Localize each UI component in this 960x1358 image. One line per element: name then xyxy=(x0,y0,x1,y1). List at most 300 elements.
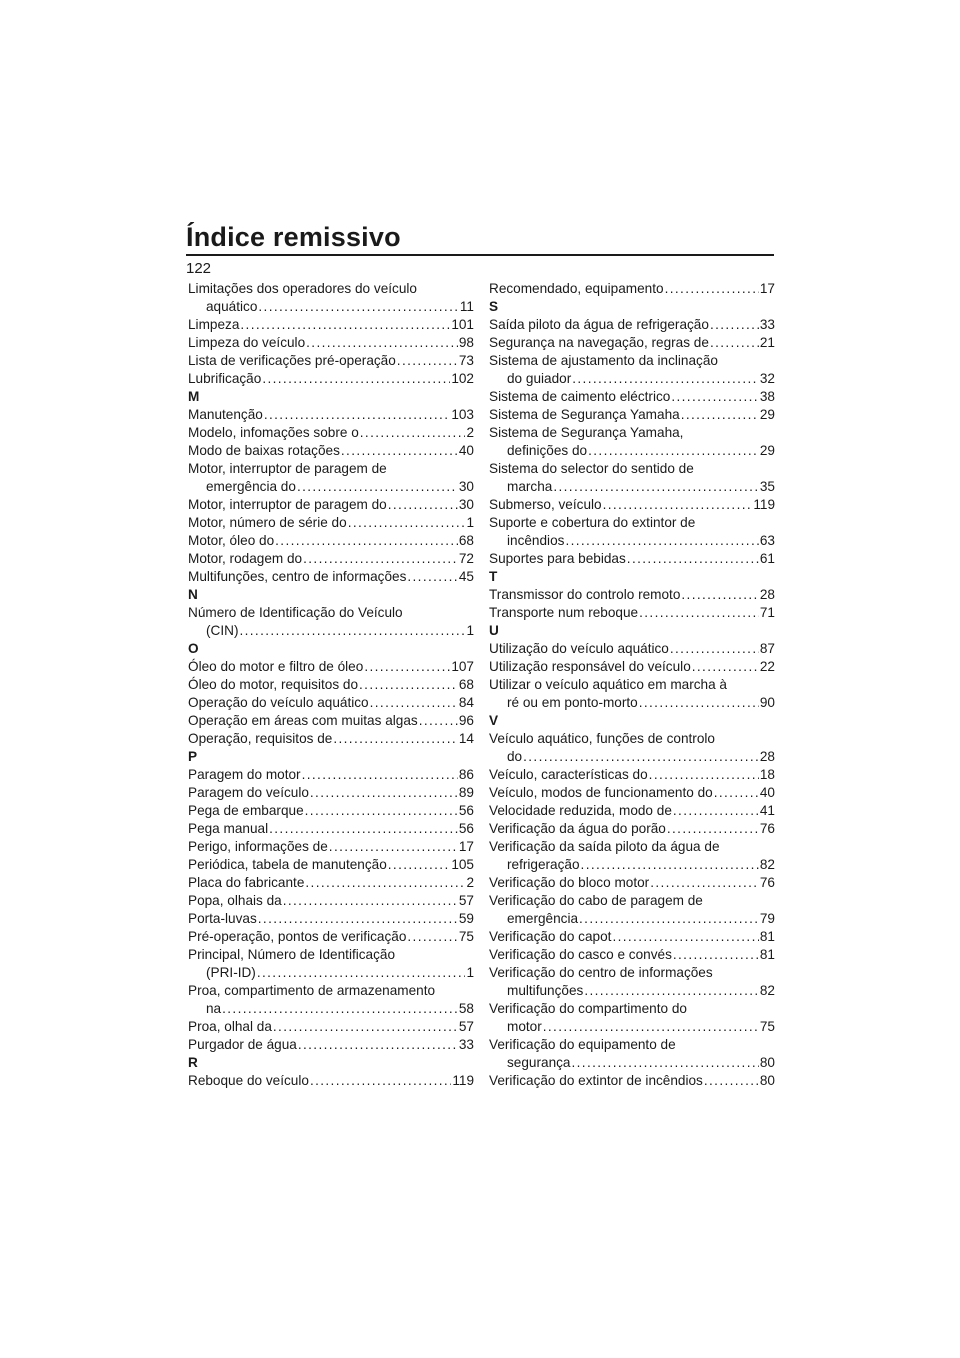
dot-leader xyxy=(360,424,466,442)
index-entry-line xyxy=(489,1018,775,1036)
index-entry-page: 103 xyxy=(451,407,474,422)
index-entry-page: 30 xyxy=(458,479,474,494)
index-entry xyxy=(188,370,474,388)
index-entry-text: Velocidade reduzida, modo de xyxy=(489,803,672,818)
index-entry xyxy=(188,874,474,892)
index-entry-text: emergência do xyxy=(206,479,296,494)
index-entry-page: 102 xyxy=(451,371,474,386)
index-entry xyxy=(489,964,775,1000)
index-entry-line xyxy=(188,622,474,640)
dot-leader xyxy=(581,856,759,874)
index-entry-text: do xyxy=(507,749,523,764)
dot-leader xyxy=(665,280,759,298)
index-entry-line xyxy=(188,532,474,550)
index-entry-page: 68 xyxy=(458,533,474,548)
index-entry-line xyxy=(489,982,775,1000)
index-entry-line xyxy=(188,730,474,748)
index-entry-text: Sistema de ajustamento da inclinação xyxy=(489,353,718,368)
index-entry-line xyxy=(188,370,474,388)
index-entry-page: 105 xyxy=(451,857,474,872)
index-entry-page: 56 xyxy=(458,803,474,818)
index-entry xyxy=(489,640,775,658)
dot-leader xyxy=(588,442,759,460)
index-entry xyxy=(489,784,775,802)
index-column-left xyxy=(188,280,474,1090)
index-entry xyxy=(188,604,474,640)
index-entry xyxy=(188,1036,474,1054)
index-entry-text: na xyxy=(206,1001,222,1016)
index-entry-page: 35 xyxy=(759,479,775,494)
dot-leader xyxy=(310,784,458,802)
index-letter-heading: P xyxy=(188,749,198,764)
index-entry-page: 41 xyxy=(759,803,775,818)
dot-leader xyxy=(584,982,759,1000)
index-entry xyxy=(188,352,474,370)
index-entry-line xyxy=(489,550,775,568)
index-entry-page: 89 xyxy=(458,785,474,800)
index-entry-text: Limpeza xyxy=(188,317,240,332)
index-letter-heading: T xyxy=(489,569,498,584)
index-entry xyxy=(188,820,474,838)
index-entry xyxy=(489,1036,775,1072)
index-entry-line xyxy=(489,910,775,928)
index-entry-line xyxy=(188,1036,474,1054)
index-entry xyxy=(188,910,474,928)
index-entry xyxy=(188,514,474,532)
index-entry-text: Motor, interruptor de paragem de xyxy=(188,461,387,476)
index-entry-text: Verificação do casco e convés xyxy=(489,947,672,962)
dot-leader xyxy=(603,496,753,514)
index-entry-page: 76 xyxy=(759,821,775,836)
index-entry xyxy=(188,550,474,568)
index-entry-text: ré ou em ponto-morto xyxy=(507,695,638,710)
index-entry-line xyxy=(188,568,474,586)
dot-leader xyxy=(310,1072,451,1090)
dot-leader xyxy=(627,550,759,568)
index-entry xyxy=(489,766,775,784)
index-entry-page: 33 xyxy=(759,317,775,332)
index-entry-page: 63 xyxy=(759,533,775,548)
index-entry xyxy=(188,406,474,424)
index-entry-line xyxy=(489,730,775,748)
index-entry-page: 72 xyxy=(458,551,474,566)
index-entry xyxy=(489,892,775,928)
dot-leader xyxy=(388,496,458,514)
index-entry-text: aquático xyxy=(206,299,258,314)
index-entry-line xyxy=(489,1054,775,1072)
dot-leader xyxy=(222,1000,458,1018)
index-entry-text: Modo de baixas rotações xyxy=(188,443,340,458)
index-entry xyxy=(489,280,775,298)
dot-leader xyxy=(305,802,458,820)
index-entry-text: Operação em áreas com muitas algas xyxy=(188,713,418,728)
index-entry-line xyxy=(188,676,474,694)
index-entry-line xyxy=(188,298,474,316)
index-entry-page: 33 xyxy=(458,1037,474,1052)
index-entry-page: 80 xyxy=(759,1073,775,1088)
dot-leader xyxy=(341,442,458,460)
page-number: 122 xyxy=(186,260,212,277)
index-entry-line xyxy=(188,910,474,928)
index-entry-line xyxy=(489,1000,775,1018)
index-entry-text: Sistema de Segurança Yamaha xyxy=(489,407,680,422)
dot-leader xyxy=(670,640,759,658)
index-entry-text: Periódica, tabela de manutenção xyxy=(188,857,387,872)
dot-leader xyxy=(649,766,759,784)
index-entry-page: 90 xyxy=(759,695,775,710)
index-entry-page: 45 xyxy=(458,569,474,584)
index-entry-page: 84 xyxy=(458,695,474,710)
index-entry xyxy=(188,334,474,352)
index-entry-text: Proa, olhal da xyxy=(188,1019,272,1034)
index-entry-line xyxy=(489,424,775,442)
index-entry-line xyxy=(489,892,775,910)
index-entry-text: Lubrificação xyxy=(188,371,262,386)
index-entry-text: Óleo do motor e filtro de óleo xyxy=(188,659,364,674)
index-entry-line xyxy=(188,784,474,802)
index-entry-text: marcha xyxy=(507,479,553,494)
index-entry-line xyxy=(489,928,775,946)
index-entry xyxy=(489,352,775,388)
dot-leader xyxy=(388,856,451,874)
index-entry-text: Verificação do centro de informações xyxy=(489,965,713,980)
index-entry-line xyxy=(188,316,474,334)
index-entry-line xyxy=(188,694,474,712)
dot-leader xyxy=(306,334,458,352)
index-entry-text: Veículo aquático, funções de controlo xyxy=(489,731,715,746)
index-entry xyxy=(489,874,775,892)
index-entry-text: Verificação da água do porão xyxy=(489,821,666,836)
index-entry-page: 82 xyxy=(759,857,775,872)
dot-leader xyxy=(553,478,759,496)
index-entry-line xyxy=(188,1072,474,1090)
index-entry-line xyxy=(188,928,474,946)
index-entry-text: definições do xyxy=(507,443,588,458)
index-entry-text: Motor, rodagem do xyxy=(188,551,303,566)
index-entry-line xyxy=(489,784,775,802)
index-entry-text: Suporte e cobertura do extintor de xyxy=(489,515,696,530)
index-entry-line xyxy=(188,982,474,1000)
dot-leader xyxy=(667,820,759,838)
index-entry-line xyxy=(188,874,474,892)
index-entry xyxy=(188,568,474,586)
index-entry-page: 56 xyxy=(458,821,474,836)
index-entry-text: Verificação do equipamento de xyxy=(489,1037,676,1052)
index-entry-text: Veículo, características do xyxy=(489,767,648,782)
index-entry-page: 107 xyxy=(451,659,474,674)
dot-leader xyxy=(269,820,458,838)
index-entry xyxy=(489,496,775,514)
index-entry-text: Verificação do compartimento do xyxy=(489,1001,687,1016)
index-entry xyxy=(188,442,474,460)
index-entry xyxy=(489,820,775,838)
index-entry-text: Pega de embarque xyxy=(188,803,304,818)
index-entry-text: Transporte num reboque xyxy=(489,605,639,620)
index-entry-page: 75 xyxy=(458,929,474,944)
index-entry xyxy=(188,316,474,334)
dot-leader xyxy=(364,658,450,676)
index-entry-text: Principal, Número de Identificação xyxy=(188,947,396,962)
dot-leader xyxy=(523,748,759,766)
dot-leader xyxy=(710,334,759,352)
index-entry-text: (CIN) xyxy=(206,623,239,638)
index-entry-text: Motor, óleo do xyxy=(188,533,275,548)
index-entry-text: Sistema do selector do sentido de xyxy=(489,461,694,476)
index-entry xyxy=(188,712,474,730)
index-entry xyxy=(489,388,775,406)
index-entry-line xyxy=(489,586,775,604)
index-entry-page: 86 xyxy=(458,767,474,782)
index-entry-line xyxy=(489,874,775,892)
dot-leader xyxy=(397,352,458,370)
index-entry-line xyxy=(489,496,775,514)
index-entry-line xyxy=(188,334,474,352)
index-entry-text: Sistema de caimento eléctrico xyxy=(489,389,671,404)
index-entry-line xyxy=(188,550,474,568)
index-entry-text: Recomendado, equipamento xyxy=(489,281,664,296)
index-entry xyxy=(188,946,474,982)
index-entry-text: do guiador xyxy=(507,371,572,386)
index-entry xyxy=(489,514,775,550)
index-letter-heading: N xyxy=(188,587,198,602)
index-entry-page: 40 xyxy=(759,785,775,800)
index-entry-text: Manutenção xyxy=(188,407,263,422)
index-entry xyxy=(188,280,474,316)
index-entry-line xyxy=(489,838,775,856)
index-entry xyxy=(188,694,474,712)
index-entry-text: Utilização responsável do veículo xyxy=(489,659,691,674)
index-letter-heading: V xyxy=(489,713,499,728)
index-entry xyxy=(489,316,775,334)
dot-leader xyxy=(303,550,458,568)
index-entry xyxy=(489,604,775,622)
index-entry-text: Motor, interruptor de paragem do xyxy=(188,497,387,512)
index-entry-text: motor xyxy=(507,1019,542,1034)
index-letter-heading: R xyxy=(188,1055,198,1070)
dot-leader xyxy=(419,712,458,730)
index-entry-line xyxy=(489,514,775,532)
page-title: Índice remissivo xyxy=(186,222,401,252)
index-entry xyxy=(489,658,775,676)
index-entry-page: 81 xyxy=(759,947,775,962)
index-entry-line xyxy=(489,694,775,712)
index-entry xyxy=(489,424,775,460)
index-entry-text: Motor, número de série do xyxy=(188,515,347,530)
index-entry xyxy=(188,838,474,856)
index-entry-text: Número de Identificação do Veículo xyxy=(188,605,403,620)
index-entry-line xyxy=(188,712,474,730)
index-entry-page: 98 xyxy=(458,335,474,350)
index-entry xyxy=(489,334,775,352)
index-entry-line xyxy=(188,460,474,478)
dot-leader xyxy=(370,694,458,712)
index-entry-text: Veículo, modos de funcionamento do xyxy=(489,785,713,800)
index-entry-page: 59 xyxy=(458,911,474,926)
index-entry-line xyxy=(188,478,474,496)
dot-leader xyxy=(275,532,458,550)
dot-leader xyxy=(543,1018,759,1036)
dot-leader xyxy=(639,694,759,712)
dot-leader xyxy=(407,928,457,946)
index-entry xyxy=(188,928,474,946)
index-entry-page: 61 xyxy=(759,551,775,566)
dot-leader xyxy=(579,910,759,928)
dot-leader xyxy=(681,586,758,604)
index-entry-page: 75 xyxy=(759,1019,775,1034)
index-entry-page: 82 xyxy=(759,983,775,998)
index-entry-line xyxy=(188,352,474,370)
index-entry-text: Submerso, veículo xyxy=(489,497,602,512)
index-entry xyxy=(188,676,474,694)
index-entry-line xyxy=(489,280,775,298)
index-entry-text: Verificação do bloco motor xyxy=(489,875,650,890)
index-entry-text: Paragem do motor xyxy=(188,767,301,782)
index-entry-page: 1 xyxy=(466,515,474,530)
index-entry-line xyxy=(489,658,775,676)
dot-leader xyxy=(673,802,759,820)
index-entry-line xyxy=(489,532,775,550)
index-entry-line xyxy=(188,964,474,982)
index-entry-text: Proa, compartimento de armazenamento xyxy=(188,983,436,998)
dot-leader xyxy=(329,838,458,856)
index-entry-line xyxy=(489,478,775,496)
dot-leader xyxy=(681,406,759,424)
index-entry-text: Saída piloto da água de refrigeração xyxy=(489,317,709,332)
index-entry xyxy=(188,856,474,874)
dot-leader xyxy=(692,658,759,676)
dot-leader xyxy=(258,298,458,316)
index-entry-line xyxy=(188,892,474,910)
index-entry-text: Purgador de água xyxy=(188,1037,297,1052)
index-entry xyxy=(188,658,474,676)
index-entry-text: Multifunções, centro de informações xyxy=(188,569,407,584)
index-entry-text: multifunções xyxy=(507,983,584,998)
dot-leader xyxy=(257,964,466,982)
index-entry-text: Reboque do veículo xyxy=(188,1073,309,1088)
index-entry-page: 79 xyxy=(759,911,775,926)
index-entry-page: 21 xyxy=(759,335,775,350)
index-entry-text: Paragem do veículo xyxy=(188,785,309,800)
index-entry xyxy=(188,730,474,748)
index-entry-page: 96 xyxy=(458,713,474,728)
index-entry-line xyxy=(489,388,775,406)
index-entry-page: 40 xyxy=(458,443,474,458)
dot-leader xyxy=(258,910,458,928)
index-entry-line xyxy=(489,316,775,334)
index-entry-page: 29 xyxy=(759,443,775,458)
index-entry xyxy=(489,1072,775,1090)
index-entry xyxy=(489,586,775,604)
index-entry xyxy=(489,802,775,820)
index-entry-page: 28 xyxy=(759,587,775,602)
index-entry-page: 2 xyxy=(466,875,474,890)
dot-leader xyxy=(262,370,450,388)
index-entry-line xyxy=(188,424,474,442)
index-entry-text: Operação, requisitos de xyxy=(188,731,333,746)
index-entry-page: 119 xyxy=(753,497,775,512)
dot-leader xyxy=(283,892,458,910)
index-entry-line xyxy=(188,1018,474,1036)
index-entry-text: Lista de verificações pré-operação xyxy=(188,353,396,368)
dot-leader xyxy=(302,766,458,784)
dot-leader xyxy=(673,946,759,964)
index-entry xyxy=(489,460,775,496)
index-entry xyxy=(188,424,474,442)
index-entry-page: 38 xyxy=(759,389,775,404)
index-entry-text: Utilizar o veículo aquático em marcha à xyxy=(489,677,727,692)
index-entry-page: 1 xyxy=(466,623,474,638)
index-entry-line xyxy=(489,460,775,478)
title-divider xyxy=(186,254,774,256)
dot-leader xyxy=(298,1036,458,1054)
index-entry xyxy=(188,766,474,784)
dot-leader xyxy=(240,316,450,334)
index-entry-line xyxy=(188,604,474,622)
index-entry-line xyxy=(489,352,775,370)
index-entry-page: 73 xyxy=(458,353,474,368)
index-entry-text: Porta-luvas xyxy=(188,911,257,926)
index-entry-text: Suportes para bebidas xyxy=(489,551,626,566)
index-entry-line xyxy=(188,280,474,298)
index-entry-text: Modelo, infomações sobre o xyxy=(188,425,359,440)
index-entry-text: Transmissor do controlo remoto xyxy=(489,587,681,602)
index-entry-text: Utilização do veículo aquático xyxy=(489,641,669,656)
index-entry-line xyxy=(489,748,775,766)
index-entry xyxy=(188,532,474,550)
index-entry-line xyxy=(188,514,474,532)
dot-leader xyxy=(264,406,450,424)
index-letter-heading: S xyxy=(489,299,499,314)
index-entry-line xyxy=(489,640,775,658)
dot-leader xyxy=(671,388,759,406)
index-entry-text: refrigeração xyxy=(507,857,580,872)
index-entry xyxy=(489,838,775,874)
index-entry-page: 68 xyxy=(458,677,474,692)
index-entry-text: Pega manual xyxy=(188,821,269,836)
index-entry-text: Popa, olhais da xyxy=(188,893,282,908)
index-entry-line xyxy=(489,370,775,388)
index-entry-text: Verificação do cabo de paragem de xyxy=(489,893,703,908)
index-entry-text: (PRI-ID) xyxy=(206,965,256,980)
index-entry-line xyxy=(188,442,474,460)
dot-leader xyxy=(704,1072,759,1090)
index-entry-text: incêndios xyxy=(507,533,565,548)
index-entry-text: Verificação da saída piloto da água de xyxy=(489,839,720,854)
index-entry-page: 14 xyxy=(458,731,474,746)
index-entry xyxy=(188,460,474,496)
index-entry-line xyxy=(489,604,775,622)
dot-leader xyxy=(305,874,465,892)
dot-leader xyxy=(571,1054,758,1072)
index-entry xyxy=(188,982,474,1018)
index-entry xyxy=(188,784,474,802)
index-entry-line xyxy=(489,442,775,460)
dot-leader xyxy=(239,622,465,640)
index-entry-line xyxy=(188,838,474,856)
dot-leader xyxy=(407,568,458,586)
index-entry-line xyxy=(188,766,474,784)
index-column-right xyxy=(489,280,775,1090)
index-entry-page: 17 xyxy=(759,281,775,296)
index-entry xyxy=(489,1000,775,1036)
dot-leader xyxy=(297,478,458,496)
dot-leader xyxy=(565,532,758,550)
index-entry-line xyxy=(489,946,775,964)
index-entry-page: 76 xyxy=(759,875,775,890)
dot-leader xyxy=(333,730,458,748)
index-entry-page: 32 xyxy=(759,371,775,386)
index-entry-line xyxy=(489,1036,775,1054)
